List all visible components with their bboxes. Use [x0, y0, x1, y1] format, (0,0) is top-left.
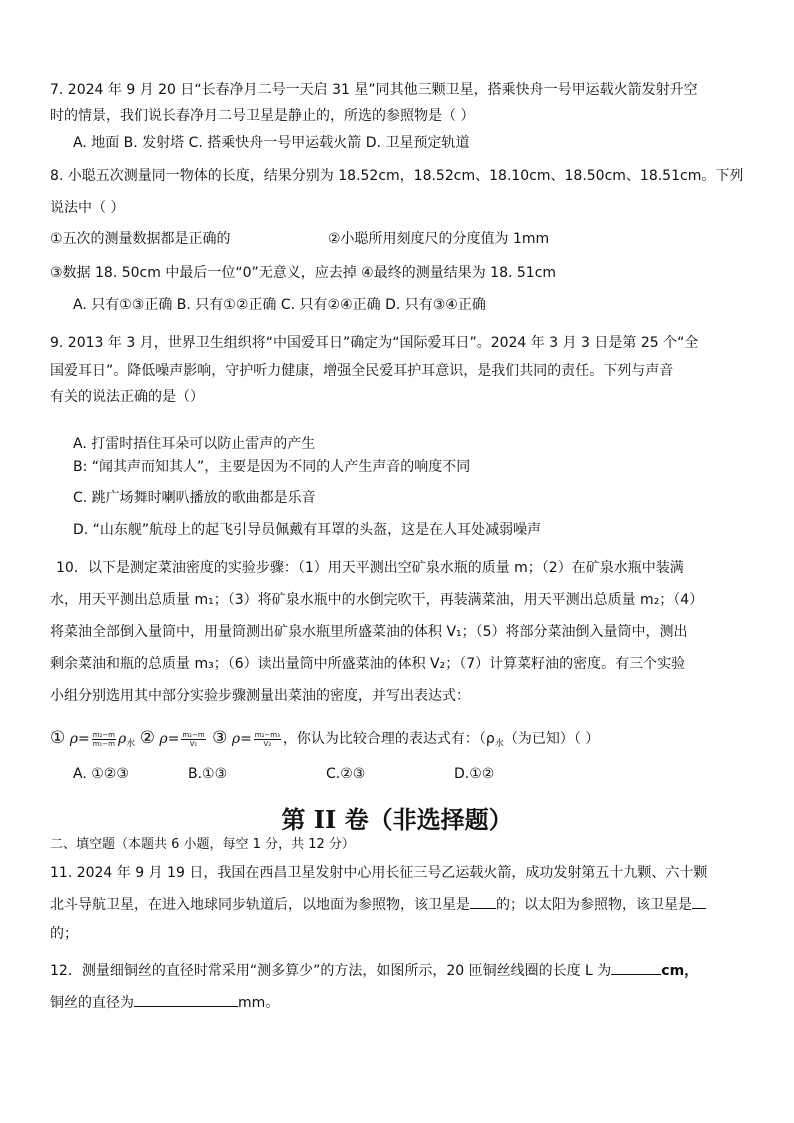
rho-symbol: ρ: [231, 731, 241, 747]
q11-stem-line3: 的；: [50, 926, 78, 942]
q7-stem-line1: 7. 2024 年 9 月 20 日“长春净月二号一天启 31 星”同其他三颗卫星，搭乘快舟一号甲运载火箭发射升空: [50, 82, 698, 98]
rho-symbol: ρ: [159, 731, 168, 747]
q11-answer-blank-1[interactable]: [470, 893, 496, 909]
q12-unit-mm: mm。: [238, 995, 280, 1011]
section-2-title: 第 II 卷（非选择题）: [281, 805, 513, 834]
formula-3-denominator: V₂: [263, 739, 272, 748]
water-subscript: 水: [126, 739, 136, 749]
formula-2-numerator: m₂−m: [182, 730, 205, 739]
q12-stem-line1: [50, 959, 750, 981]
q12-text-a: 12．测量细铜丝的直径时常采用“测多算少”的方法，如图所示，20 匝铜丝线圈的长度 L 为: [50, 963, 612, 979]
q8-stem-line1: 8. 小聪五次测量同一物体的长度，结果分别为 18.52cm，18.52cm、18.10cm、18.50cm、18.51cm。下列: [50, 168, 744, 184]
q9-option-a: A. 打雷时捂住耳朵可以防止雷声的产生: [73, 436, 316, 452]
q9-stem-line1: 9. 2013 年 3 月，世界卫生组织将“中国爱耳日”确定为“国际爱耳日”。2024 年 3 月 3 日是第 25 个“全: [50, 335, 699, 351]
q10-option-d: D.①②: [454, 766, 495, 782]
q12-length-blank[interactable]: [611, 959, 661, 975]
formula-1-fraction: [92, 731, 116, 748]
q10-option-a: A. ①②③: [73, 766, 129, 782]
q9-option-d: D. “山东舰”航母上的起飞引导员佩戴有耳罩的头盔，这是在人耳处减弱噪声: [73, 522, 542, 538]
q10-stem-line3: 将菜油全部倒入量筒中，用量筒测出矿泉水瓶里所盛菜油的体积 V₁；（5）将部分菜油倒入量筒中，测出: [50, 624, 688, 640]
q11-text-b: 的；以太阳为参照物，该卫星是: [496, 897, 692, 913]
q9-stem-line3: 有关的说法正确的是（）: [50, 389, 204, 405]
formula-3-marker: ③: [212, 728, 228, 748]
formula-1-numerator: m₂−m: [92, 730, 115, 739]
q11-stem-line2: [50, 893, 750, 915]
q11-text-a: 北斗导航卫星，在进入地球同步轨道后，以地面为参照物，该卫星是: [50, 897, 470, 913]
q8-statement-2: ②小聪所用刻度尺的分度值为 1mm: [328, 231, 550, 247]
q10-stem-line5: 小组分别选用其中部分实验步骤测量出菜油的密度，并写出表达式：: [50, 688, 470, 704]
q10-option-c: C.②③: [326, 766, 366, 782]
formula-2-denominator: V₁: [189, 739, 198, 748]
q10-question-tail: （为已知）（ ）: [503, 731, 600, 747]
q8-options: A. 只有①③正确 B. 只有①②正确 C. 只有②④正确 D. 只有③④正确: [73, 297, 486, 313]
q12-diameter-blank[interactable]: [134, 991, 238, 1007]
q8-stem-line2: 说法中（ ）: [50, 200, 125, 216]
q12-stem-line2: [50, 991, 750, 1013]
q9-stem-line2: 国爱耳日”。降低噪声影响，守护听力健康，增强全民爱耳护耳意识，是我们共同的责任。下列与声音: [50, 363, 674, 379]
q12-text-b: 铜丝的直径为: [50, 995, 134, 1011]
q7-options: A. 地面 B. 发射塔 C. 搭乘快舟一号甲运载火箭 D. 卫星预定轨道: [73, 135, 470, 151]
q10-stem-line2: 水，用天平测出总质量 m₁；（3）将矿泉水瓶中的水倒完吹干，再装满菜油，用天平测出总质量 m₂；（4）: [50, 592, 704, 608]
q11-answer-blank-2[interactable]: [692, 893, 706, 909]
formula-1-marker: ①: [50, 728, 66, 748]
rho-symbol: ρ: [69, 731, 78, 747]
section-2-heading: 二、填空题（本题共 6 小题，每空 1 分，共 12 分）: [50, 837, 355, 852]
water-subscript: 水: [494, 739, 504, 749]
formula-1-denominator: m₁−m: [92, 739, 115, 748]
q9-option-b: B: “闻其声而知其人”，主要是因为不同的人产生声音的响度不同: [73, 459, 471, 475]
q10-option-b: B.①③: [188, 766, 228, 782]
q10-formula-line: ① ρ= $\frac{\text{m₂−m}}{\text{m₁−m}}$ $\rho_水$ ② ρ= $\frac{\text{m₂−m}}{\text{V₁}}$ ③ ρ= $\frac{\text{m₂−m₃}}{\text{V₂}}$ ，你认为比较合理的表达式有：（$\rho_水$（为已知）（ ）: [50, 728, 600, 749]
formula-3-numerator: m₂−m₃: [254, 730, 280, 739]
rho-water-symbol: ρ: [117, 731, 127, 747]
q10-stem-line1: 10．以下是测定菜油密度的实验步骤：（1）用天平测出空矿泉水瓶的质量 m；（2）在矿泉水瓶中装满: [56, 560, 684, 576]
formula-2-marker: ②: [139, 728, 155, 748]
q10-stem-line4: 剩余菜油和瓶的总质量 m₃；（6）读出量筒中所盛菜油的体积 V₂；（7）计算菜籽油的密度。有三个实验: [50, 656, 686, 672]
q10-question-text: ，你认为比较合理的表达式有：（ρ: [282, 731, 495, 747]
q11-stem-line1: 11. 2024 年 9 月 19 日，我国在西昌卫星发射中心用长征三号乙运载火箭，成功发射第五十九颗、六十颗: [50, 865, 708, 881]
formula-2-fraction: [181, 731, 205, 748]
formula-3-fraction: [254, 731, 281, 748]
q8-statement-1: ①五次的测量数据都是正确的: [50, 231, 231, 247]
q8-statement-3-4: ③数据 18. 50cm 中最后一位“0”无意义，应去掉 ④最终的测量结果为 18. 51cm: [50, 265, 557, 281]
q12-unit-cm: cm，: [661, 963, 699, 979]
q7-stem-line2: 时的情景，我们说长春净月二号卫星是静止的，所选的参照物是（ ）: [50, 108, 475, 124]
q9-option-c: C. 跳广场舞时喇叭播放的歌曲都是乐音: [73, 490, 316, 506]
